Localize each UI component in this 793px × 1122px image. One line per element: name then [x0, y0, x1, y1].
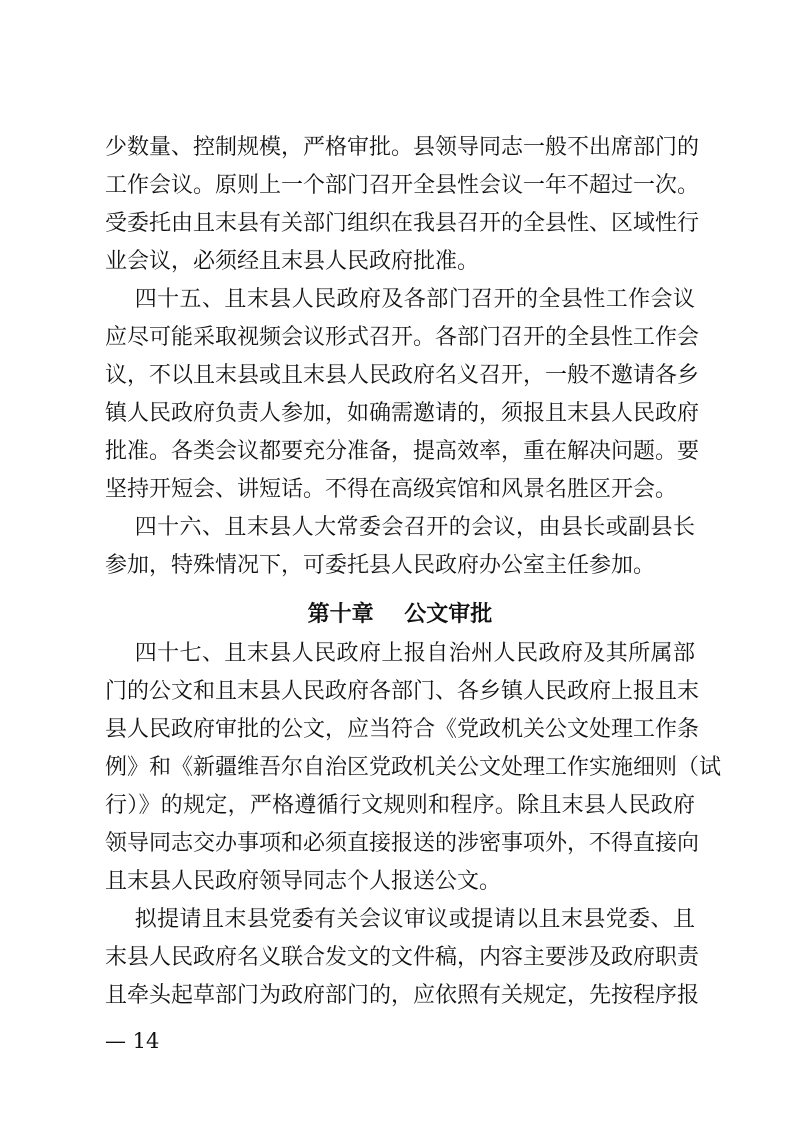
line-2: 工作会议。原则上一个部门召开全县性会议一年不超过一次。	[105, 173, 700, 198]
chapter-heading: 第十章 公文审批	[307, 602, 493, 627]
line-17: 行）》的规定，严格遵循行文规则和程序。除且末县人民政府	[105, 793, 695, 818]
line-8: 镇人民政府负责人参加，如确需邀请的，须报且末县人民政府	[105, 401, 700, 426]
line-16: 例》和《新疆维吾尔自治区党政机关公文处理工作实施细则（试	[105, 755, 722, 780]
line-19: 且末县人民政府领导同志个人报送公文。	[105, 869, 502, 894]
line-21: 末县人民政府名义联合发文的文件稿，内容主要涉及政府职责	[105, 945, 700, 970]
line-11: 四十六、且末县人大常委会召开的会议，由县长或副县长	[105, 515, 695, 540]
line-20: 拟提请且末县党委有关会议审议或提请以且末县党委、且	[105, 907, 695, 932]
line-14: 门的公文和且末县人民政府各部门、各乡镇人民政府上报且末	[105, 679, 700, 704]
line-3: 受委托由且末县有关部门组织在我县召开的全县性、区域性行	[105, 211, 700, 236]
line-18: 领导同志交办事项和必须直接报送的涉密事项外，不得直接向	[105, 831, 700, 856]
line-9: 批准。各类会议都要充分准备，提高效率，重在解决问题。要	[105, 439, 700, 464]
line-13: 四十七、且末县人民政府上报自治州人民政府及其所属部	[105, 641, 695, 666]
line-7: 议，不以且末县或且末县人民政府名义召开，一般不邀请各乡	[105, 363, 700, 388]
line-6: 应尽可能采取视频会议形式召开。各部门召开的全县性工作会	[105, 325, 700, 350]
line-12: 参加，特殊情况下，可委托县人民政府办公室主任参加。	[105, 553, 656, 578]
line-22: 且牵头起草部门为政府部门的，应依照有关规定，先按程序报	[105, 983, 700, 1008]
page-number: — 14	[105, 1029, 160, 1053]
line-4: 业会议，必须经且末县人民政府批准。	[105, 249, 480, 274]
line-15: 县人民政府审批的公文，应当符合《党政机关公文处理工作条	[105, 717, 700, 742]
line-1: 少数量、控制规模，严格审批。县领导同志一般不出席部门的	[105, 135, 700, 160]
line-5: 四十五、且末县人民政府及各部门召开的全县性工作会议	[105, 287, 695, 312]
line-10: 坚持开短会、讲短话。不得在高级宾馆和风景名胜区开会。	[105, 477, 678, 502]
